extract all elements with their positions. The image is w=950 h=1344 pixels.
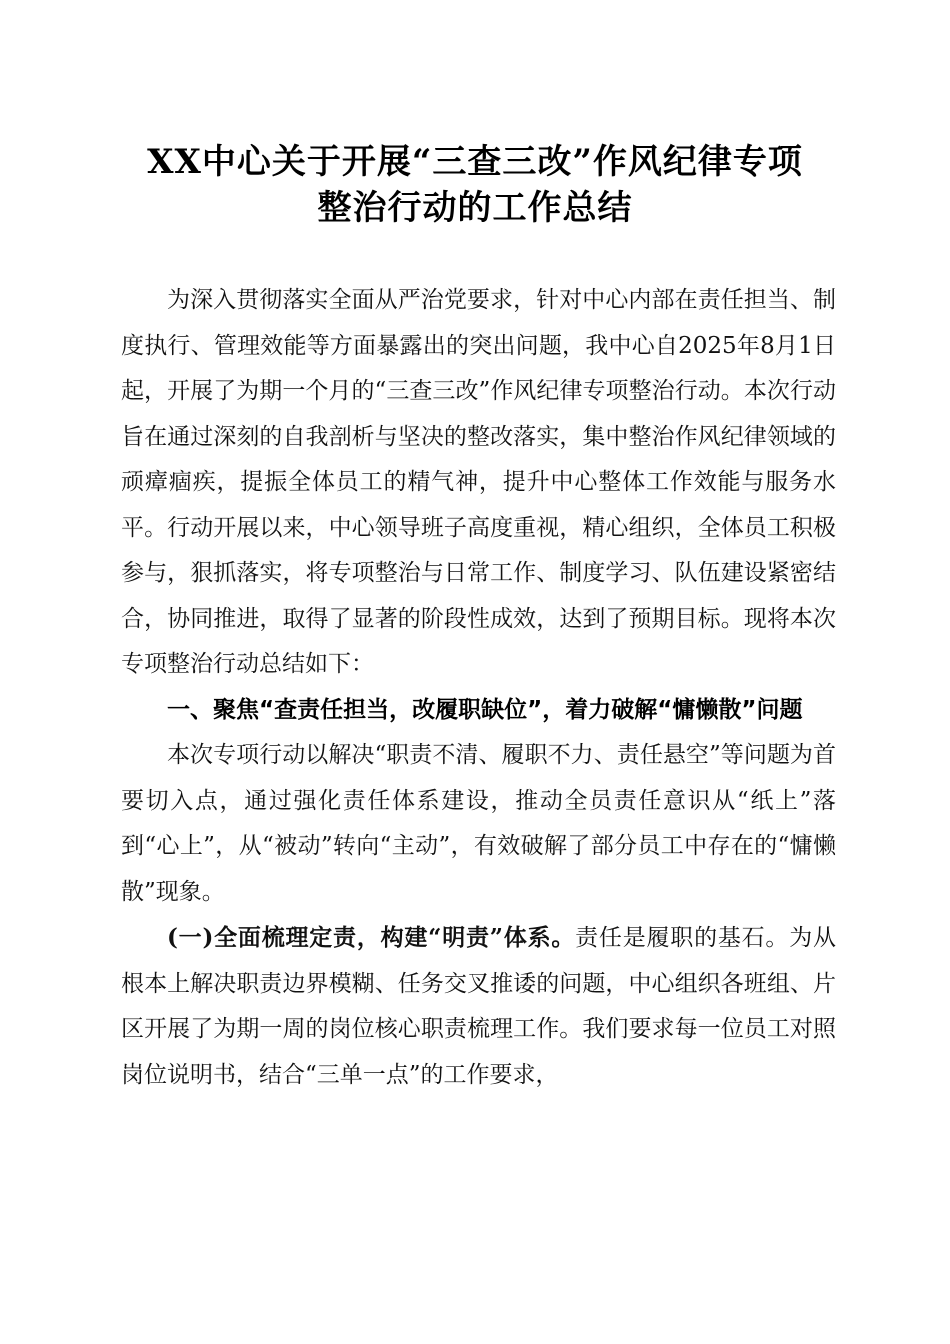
intro-paragraph: 为深入贯彻落实全面从严治党要求，针对中心内部在责任担当、制度执行、管理效能等方面暴露出的突出问题，我中心自2025年8月1日起，开展了为期一个月的“三查三改”作风纪律专项整治行动。本次行动旨在通过深刻的自我剖析与坚决的整改落实，集中整治作风纪律领域的顽瘴痼疾，提振全体员工的精气神，提升中心整体工作效能与服务水平。行动开展以来，中心领导班子高度重视，精心组织，全体员工积极参与，狠抓落实，将专项整治与日常工作、制度学习、队伍建设紧密结合，协同推进，取得了显著的阶段性成效，达到了预期目标。现将本次专项整治行动总结如下： — [121, 287, 836, 677]
document-title-line-1: XX中心关于开展“三查三改”作风纪律专项 — [147, 142, 803, 182]
document-title-line-2: 整治行动的工作总结 — [317, 188, 633, 228]
document-body — [121, 278, 836, 1098]
subsection-1-text: 责任是履职的基石。为从根本上解决职责边界模糊、任务交叉推诿的问题，中心组织各班组、片区开展了为期一周的岗位核心职责梳理工作。我们要求每一位员工对照岗位说明书，结合“三单一点”的工作要求， — [121, 925, 836, 1088]
subsection-1-paragraph — [121, 915, 836, 1098]
subsection-1-lead: (一)全面梳理定责，构建“明责”体系。 — [167, 924, 576, 951]
section-1-paragraph: 本次专项行动以解决“职责不清、履职不力、责任悬空”等问题为首要切入点，通过强化责任体系建设，推动全员责任意识从“纸上”落到“心上”，从“被动”转向“主动”，有效破解了部分员工中存在的“慵懒散”现象。 — [121, 742, 836, 905]
section-1-heading: 一、聚焦“查责任担当，改履职缺位”，着力破解“慵懒散”问题 — [167, 696, 803, 723]
